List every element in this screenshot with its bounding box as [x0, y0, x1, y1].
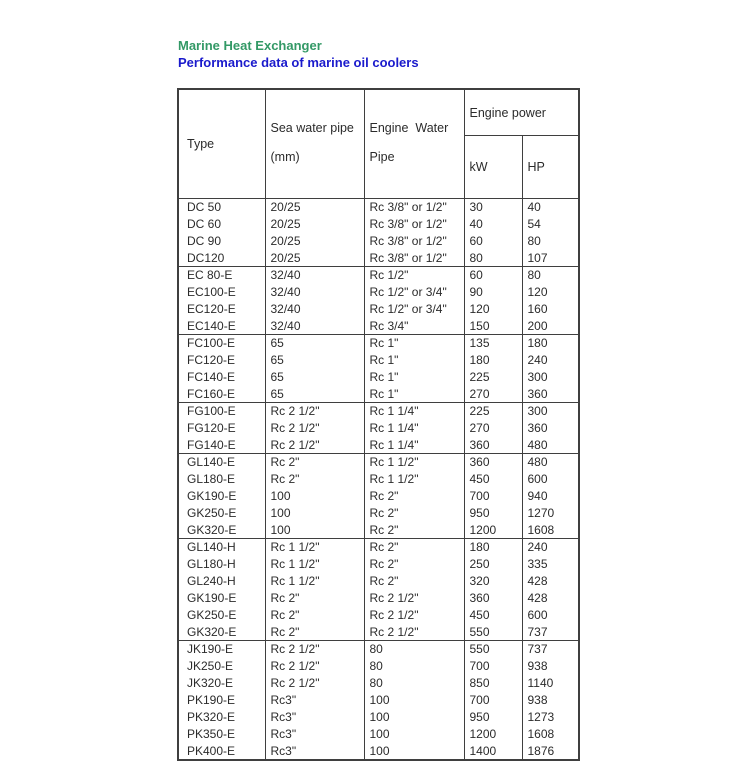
table-cell: Rc 3/8" or 1/2"	[364, 199, 464, 216]
table-cell: 700	[464, 488, 522, 505]
table-row	[178, 318, 579, 335]
table-cell: 300	[522, 403, 579, 420]
table-cell: DC 50	[178, 199, 265, 216]
table-cell: 600	[522, 607, 579, 624]
table-cell: 30	[464, 199, 522, 216]
table-cell: 250	[464, 556, 522, 573]
table-cell: GL180-E	[178, 471, 265, 488]
table-cell: 550	[464, 641, 522, 658]
table-cell: 80	[364, 658, 464, 675]
header-engine-water-pipe-line2: Pipe	[369, 150, 395, 164]
table-row	[178, 233, 579, 250]
table-cell: EC100-E	[178, 284, 265, 301]
header-engine-water-pipe-line1: Engine Water	[369, 121, 449, 135]
table-row	[178, 624, 579, 641]
table-cell: 60	[464, 233, 522, 250]
header-engine-power: Engine power	[464, 89, 579, 136]
table-cell: 1270	[522, 505, 579, 522]
table-row	[178, 454, 579, 471]
table-row	[178, 437, 579, 454]
table-cell: 240	[522, 352, 579, 369]
table-row	[178, 403, 579, 420]
table-cell: 270	[464, 386, 522, 403]
table-cell: FC160-E	[178, 386, 265, 403]
table-cell: FG100-E	[178, 403, 265, 420]
table-cell: 737	[522, 624, 579, 641]
table-cell: 100	[364, 709, 464, 726]
table-cell: 360	[464, 590, 522, 607]
table-cell: 80	[464, 250, 522, 267]
table-cell: 65	[265, 369, 364, 386]
table-cell: 938	[522, 692, 579, 709]
table-cell: 1608	[522, 726, 579, 743]
table-cell: DC 60	[178, 216, 265, 233]
table-cell: 1200	[464, 726, 522, 743]
table-cell: Rc3"	[265, 709, 364, 726]
table-row	[178, 539, 579, 556]
table-cell: 90	[464, 284, 522, 301]
table-cell: PK350-E	[178, 726, 265, 743]
table-cell: Rc 1 1/2"	[265, 539, 364, 556]
table-cell: JK320-E	[178, 675, 265, 692]
table-cell: 360	[522, 420, 579, 437]
table-cell: Rc 2"	[364, 556, 464, 573]
table-cell: 700	[464, 692, 522, 709]
page-subtitle: Performance data of marine oil coolers	[178, 55, 419, 70]
table-cell: 120	[464, 301, 522, 318]
table-cell: Rc 2 1/2"	[364, 590, 464, 607]
table-cell: PK320-E	[178, 709, 265, 726]
table-cell: FG120-E	[178, 420, 265, 437]
table-row	[178, 675, 579, 692]
table-cell: Rc 1 1/2"	[265, 573, 364, 590]
table-cell: 1876	[522, 743, 579, 760]
table-row	[178, 522, 579, 539]
table-row	[178, 369, 579, 386]
table-cell: EC120-E	[178, 301, 265, 318]
table-cell: 40	[522, 199, 579, 216]
table-cell: 550	[464, 624, 522, 641]
table-cell: 1608	[522, 522, 579, 539]
table-cell: Rc 1"	[364, 386, 464, 403]
table-cell: Rc 2"	[364, 522, 464, 539]
table-cell: Rc 1 1/2"	[364, 471, 464, 488]
table-cell: Rc 1/2"	[364, 267, 464, 284]
table-row	[178, 284, 579, 301]
table-cell: GK190-E	[178, 590, 265, 607]
table-cell: EC 80-E	[178, 267, 265, 284]
table-cell: GL180-H	[178, 556, 265, 573]
table-cell: 1200	[464, 522, 522, 539]
table-row	[178, 658, 579, 675]
table-cell: Rc 1"	[364, 335, 464, 352]
table-row	[178, 505, 579, 522]
table-cell: 1400	[464, 743, 522, 760]
header-engine-water-pipe	[364, 89, 464, 199]
table-cell: GL140-E	[178, 454, 265, 471]
table-cell: 32/40	[265, 318, 364, 335]
table-cell: Rc 1/2" or 3/4"	[364, 301, 464, 318]
table-cell: 300	[522, 369, 579, 386]
table-cell: EC140-E	[178, 318, 265, 335]
page-title: Marine Heat Exchanger	[178, 38, 322, 53]
table-cell: Rc 1 1/4"	[364, 437, 464, 454]
table-cell: FC140-E	[178, 369, 265, 386]
table-cell: 480	[522, 454, 579, 471]
table-cell: Rc 3/4"	[364, 318, 464, 335]
table-cell: GK320-E	[178, 522, 265, 539]
table-cell: GK320-E	[178, 624, 265, 641]
table-cell: 160	[522, 301, 579, 318]
table-cell: FG140-E	[178, 437, 265, 454]
table-cell: Rc 1 1/4"	[364, 420, 464, 437]
table-cell: Rc 2"	[265, 454, 364, 471]
table-cell: 32/40	[265, 284, 364, 301]
table-cell: 100	[265, 522, 364, 539]
table-cell: PK400-E	[178, 743, 265, 760]
table-cell: Rc 2"	[265, 471, 364, 488]
table-cell: 938	[522, 658, 579, 675]
table-cell: 100	[265, 488, 364, 505]
table-cell: 20/25	[265, 199, 364, 216]
table-cell: 65	[265, 386, 364, 403]
table-cell: FC100-E	[178, 335, 265, 352]
table-row	[178, 216, 579, 233]
table-cell: Rc 2"	[364, 573, 464, 590]
table-cell: 600	[522, 471, 579, 488]
table-cell: 65	[265, 335, 364, 352]
table-row	[178, 590, 579, 607]
table-row	[178, 692, 579, 709]
header-sea-water-pipe-line1: Sea water pipe	[270, 121, 354, 135]
table-cell: 20/25	[265, 233, 364, 250]
table-cell: Rc 1 1/2"	[265, 556, 364, 573]
table-cell: 700	[464, 658, 522, 675]
table-cell: DC120	[178, 250, 265, 267]
table-cell: JK250-E	[178, 658, 265, 675]
table-cell: Rc 1 1/2"	[364, 454, 464, 471]
table-cell: Rc3"	[265, 726, 364, 743]
table-cell: Rc 3/8" or 1/2"	[364, 233, 464, 250]
header-hp: HP	[522, 136, 579, 199]
table-cell: Rc 2"	[364, 539, 464, 556]
table-cell: Rc 2"	[265, 607, 364, 624]
table-cell: 120	[522, 284, 579, 301]
table-body	[178, 199, 579, 760]
table-cell: 225	[464, 403, 522, 420]
table-row	[178, 556, 579, 573]
table-row	[178, 573, 579, 590]
table-row	[178, 641, 579, 658]
table-row	[178, 301, 579, 318]
table-cell: 1273	[522, 709, 579, 726]
table-cell: Rc 2 1/2"	[265, 420, 364, 437]
table-cell: 360	[464, 437, 522, 454]
table-cell: Rc 2"	[364, 505, 464, 522]
table-cell: Rc3"	[265, 743, 364, 760]
table-row	[178, 267, 579, 284]
table-cell: 180	[522, 335, 579, 352]
table-cell: Rc 2 1/2"	[364, 624, 464, 641]
table-cell: 270	[464, 420, 522, 437]
table-cell: Rc 2 1/2"	[265, 641, 364, 658]
table-cell: 32/40	[265, 301, 364, 318]
table-cell: 80	[364, 675, 464, 692]
table-cell: Rc 3/8" or 1/2"	[364, 250, 464, 267]
table-row	[178, 726, 579, 743]
table-cell: Rc 2 1/2"	[364, 607, 464, 624]
table-cell: Rc3"	[265, 692, 364, 709]
table-cell: 40	[464, 216, 522, 233]
table-cell: 1140	[522, 675, 579, 692]
table-cell: Rc 2"	[265, 590, 364, 607]
table-row	[178, 607, 579, 624]
table-cell: GL240-H	[178, 573, 265, 590]
table-row	[178, 709, 579, 726]
table-cell: GL140-H	[178, 539, 265, 556]
table-cell: Rc 2 1/2"	[265, 437, 364, 454]
table-row	[178, 420, 579, 437]
table-cell: 100	[265, 505, 364, 522]
table-cell: JK190-E	[178, 641, 265, 658]
table-cell: 20/25	[265, 250, 364, 267]
table-cell: 65	[265, 352, 364, 369]
table-cell: 20/25	[265, 216, 364, 233]
table-cell: Rc 1"	[364, 369, 464, 386]
table-cell: 240	[522, 539, 579, 556]
table-cell: 200	[522, 318, 579, 335]
table-cell: 135	[464, 335, 522, 352]
table-row	[178, 250, 579, 267]
table-row	[178, 471, 579, 488]
header-kw: kW	[464, 136, 522, 199]
header-sea-water-pipe	[265, 89, 364, 199]
table-cell: 950	[464, 505, 522, 522]
header-type: Type	[178, 89, 265, 199]
table-cell: PK190-E	[178, 692, 265, 709]
table-header	[178, 89, 579, 199]
table-cell: DC 90	[178, 233, 265, 250]
table-cell: Rc 2"	[265, 624, 364, 641]
table-cell: Rc 3/8" or 1/2"	[364, 216, 464, 233]
table-cell: Rc 2"	[364, 488, 464, 505]
header-sea-water-pipe-unit: (mm)	[270, 150, 300, 164]
table-row	[178, 743, 579, 760]
table-cell: Rc 2 1/2"	[265, 658, 364, 675]
table-cell: 54	[522, 216, 579, 233]
table-row	[178, 488, 579, 505]
table-cell: 428	[522, 573, 579, 590]
table-cell: 32/40	[265, 267, 364, 284]
table-cell: Rc 1/2" or 3/4"	[364, 284, 464, 301]
table-cell: 360	[522, 386, 579, 403]
table-cell: 225	[464, 369, 522, 386]
table-cell: 950	[464, 709, 522, 726]
table-cell: 850	[464, 675, 522, 692]
table-cell: 80	[522, 233, 579, 250]
table-cell: GK190-E	[178, 488, 265, 505]
performance-table	[177, 88, 580, 761]
table-row	[178, 335, 579, 352]
table-cell: 100	[364, 692, 464, 709]
table-cell: 100	[364, 743, 464, 760]
table-row	[178, 352, 579, 369]
table-cell: 450	[464, 607, 522, 624]
table-cell: 450	[464, 471, 522, 488]
table-cell: 335	[522, 556, 579, 573]
table-cell: 80	[364, 641, 464, 658]
table-cell: FC120-E	[178, 352, 265, 369]
table-cell: 428	[522, 590, 579, 607]
table-cell: Rc 1 1/4"	[364, 403, 464, 420]
table-row	[178, 199, 579, 216]
table-cell: Rc 1"	[364, 352, 464, 369]
table-cell: GK250-E	[178, 505, 265, 522]
table-cell: 940	[522, 488, 579, 505]
table-cell: 180	[464, 352, 522, 369]
table-cell: 100	[364, 726, 464, 743]
table-cell: 107	[522, 250, 579, 267]
table-cell: 180	[464, 539, 522, 556]
table-cell: 150	[464, 318, 522, 335]
table-cell: 320	[464, 573, 522, 590]
table-cell: 60	[464, 267, 522, 284]
table-cell: 80	[522, 267, 579, 284]
table-cell: Rc 2 1/2"	[265, 403, 364, 420]
table-cell: 737	[522, 641, 579, 658]
table-cell: 480	[522, 437, 579, 454]
table-row	[178, 386, 579, 403]
table-cell: GK250-E	[178, 607, 265, 624]
table-cell: 360	[464, 454, 522, 471]
table-cell: Rc 2 1/2"	[265, 675, 364, 692]
